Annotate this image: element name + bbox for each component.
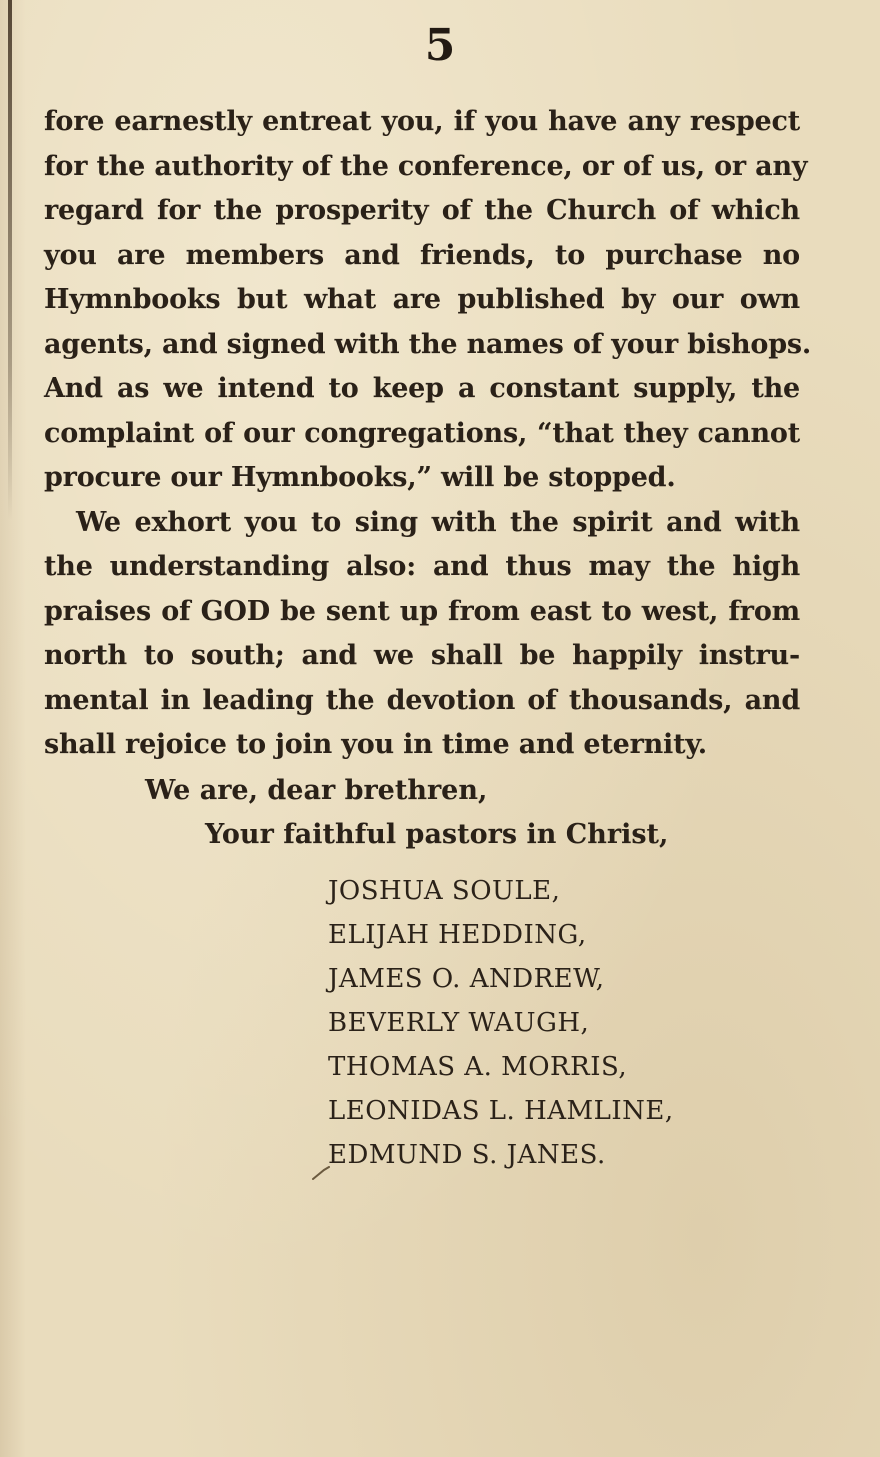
signatory-name: JOSHUA SOULE, [328, 876, 561, 906]
body-text [44, 100, 812, 768]
signatory-name: THOMAS A. MORRIS, [328, 1052, 628, 1082]
signatory-list [328, 869, 674, 1177]
closing-line: Your faithful pastors in Christ, [205, 819, 669, 850]
signatory-name: LEONIDAS L. HAMLINE, [328, 1096, 674, 1126]
paragraph-line: procure our Hymnbooks,” will be stopped. [44, 462, 676, 493]
paragraph-line: praises of GOD be sent up from east to west, from [44, 595, 800, 627]
paragraph-line: regard for the prosperity of the Church of which [44, 195, 800, 226]
paragraph-line: shall rejoice to join you in time and eternity. [44, 729, 707, 760]
paragraph-line: you are members and friends, to purchase no [44, 239, 800, 271]
signatory-name: ELIJAH HEDDING, [328, 920, 587, 950]
paragraph-line: north to south; and we shall be happily instru- [44, 640, 800, 671]
paragraph-line: mental in leading the devotion of thousands, and [44, 684, 800, 716]
paragraph-line: the understanding also: and thus may the high [44, 551, 800, 582]
page-number: 5 [424, 20, 456, 71]
paragraph-line: fore earnestly entreat you, if you have any respect [44, 106, 800, 137]
signatory-name: JAMES O. ANDREW, [328, 964, 605, 994]
paragraph-line: And as we intend to keep a constant supply, the [44, 373, 800, 404]
paragraph-line: for the authority of the conference, or of us, or any [44, 150, 808, 182]
signatory-name: BEVERLY WAUGH, [328, 1008, 590, 1038]
paragraph-line: agents, and signed with the names of your bishops. [44, 328, 812, 360]
paragraph-line: Hymnbooks but what are published by our own [44, 284, 800, 315]
salutation: We are, dear brethren, [145, 775, 488, 806]
paragraph-line: complaint of our congregations, “that they cannot [44, 417, 800, 449]
paragraph-line: We exhort you to sing with the spirit and with [76, 506, 800, 538]
binding-edge [8, 0, 12, 520]
signatory-name: EDMUND S. JANES. [328, 1140, 606, 1170]
ink-mark-icon [312, 1166, 330, 1180]
